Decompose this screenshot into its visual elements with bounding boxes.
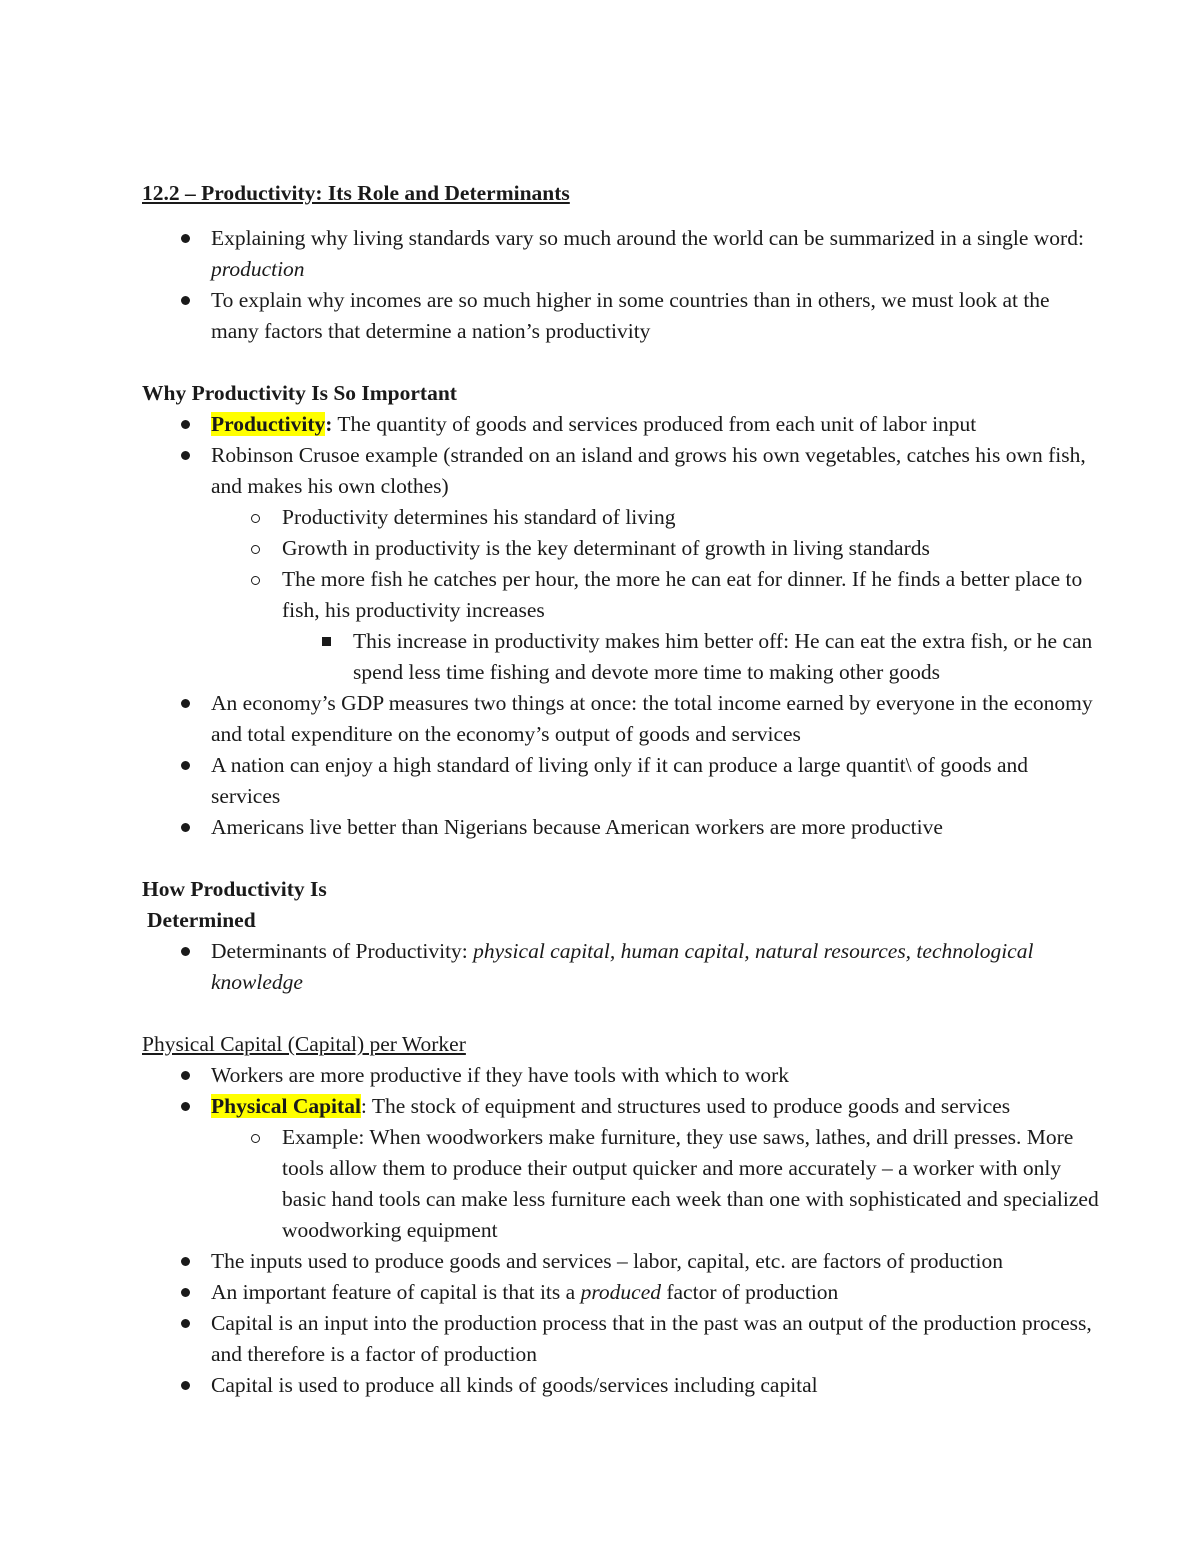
bullet-icon — [181, 296, 190, 305]
list-item: Productivity: The quantity of goods and services produced from each unit of labor input — [142, 409, 1102, 440]
bullet-icon — [181, 1288, 190, 1297]
list-item: An important feature of capital is that its a produced factor of production — [142, 1277, 1102, 1308]
list-item: Example: When woodworkers make furniture, they use saws, lathes, and drill presses. More tools allow them to produce their output quicker and more accurately – a worker with only basic hand tools can make less furniture each week than one with sophisticated and specialized woodworking equipment — [211, 1122, 1102, 1246]
bullet-icon — [181, 1257, 190, 1266]
highlighted-term: Productivity — [211, 412, 326, 436]
circle-bullet-icon — [251, 576, 260, 585]
list-item: Workers are more productive if they have tools with which to work — [142, 1060, 1102, 1091]
bullet-icon — [181, 699, 190, 708]
bullet-icon — [181, 761, 190, 770]
document-title: 12.2 – Productivity: Its Role and Determinants — [142, 181, 570, 205]
physical-sublist — [142, 1122, 1102, 1246]
section-heading-how: How Productivity Is — [142, 877, 327, 901]
section-heading-why: Why Productivity Is So Important — [142, 381, 457, 405]
bullet-icon — [181, 451, 190, 460]
list-item: Americans live better than Nigerians because American workers are more productive — [142, 812, 1102, 843]
list-item: The inputs used to produce goods and services – labor, capital, etc. are factors of production — [142, 1246, 1102, 1277]
list-item: An economy’s GDP measures two things at once: the total income earned by everyone in the economy and total expenditure on the economy’s output of goods and services — [142, 688, 1102, 750]
list-item: Determinants of Productivity: physical capital, human capital, natural resources, technological knowledge — [142, 936, 1102, 998]
list-item: Capital is an input into the production process that in the past was an output of the production process, and therefore is a factor of production — [142, 1308, 1102, 1370]
bullet-icon — [181, 1319, 190, 1328]
circle-bullet-icon — [251, 514, 260, 523]
square-bullet-icon — [322, 637, 331, 646]
crusoe-subsublist — [211, 626, 1102, 688]
bullet-icon — [181, 1381, 190, 1390]
list-item: Physical Capital: The stock of equipment and structures used to produce goods and services Example: When woodworkers make furniture, they use saws, lathes, and drill presses. More tools allow them to produce their output quicker and more accurately – a worker with only basic hand tools can make less furniture each week than one with sophisticated and specialized woodworking equipment — [142, 1091, 1102, 1246]
physical-list — [142, 1060, 1102, 1401]
document-page — [142, 178, 1102, 1401]
list-item: The more fish he catches per hour, the more he can eat for dinner. If he finds a better place to fish, his productivity increases This increase in productivity makes him better off: He can eat the extra fish, or he can spend less time fishing and devote more time to making other goods — [211, 564, 1102, 688]
list-item: Explaining why living standards vary so much around the world can be summarized in a single word: production — [142, 223, 1102, 285]
circle-bullet-icon — [251, 545, 260, 554]
highlighted-term: Physical Capital — [211, 1094, 361, 1118]
list-item: Capital is used to produce all kinds of goods/services including capital — [142, 1370, 1102, 1401]
bullet-icon — [181, 823, 190, 832]
section-heading-physical: Physical Capital (Capital) per Worker — [142, 1032, 466, 1056]
list-item: Robinson Crusoe example (stranded on an island and grows his own vegetables, catches his own fish, and makes his own clothes) Productivity determines his standard of living Growth in productivity is the key determinant of growth in living standards The more fish he catches per hour, the more he can eat for dinner. If he finds a better place to fish, his productivity increases This increase in productivity makes him better off: He can eat the extra fish, or he can spend less time fishing and devote more time to making other goods — [142, 440, 1102, 688]
list-item: Productivity determines his standard of living — [211, 502, 1102, 533]
bullet-icon — [181, 234, 190, 243]
bullet-icon — [181, 420, 190, 429]
bullet-icon — [181, 1102, 190, 1111]
why-list — [142, 409, 1102, 843]
list-item: Growth in productivity is the key determinant of growth in living standards — [211, 533, 1102, 564]
section-heading-how-line2: Determined — [147, 908, 256, 932]
list-item: To explain why incomes are so much higher in some countries than in others, we must look at the many factors that determine a nation’s productivity — [142, 285, 1102, 347]
intro-list — [142, 223, 1102, 347]
circle-bullet-icon — [251, 1134, 260, 1143]
list-item: A nation can enjoy a high standard of living only if it can produce a large quantit\ of goods and services — [142, 750, 1102, 812]
bullet-icon — [181, 947, 190, 956]
list-item: This increase in productivity makes him better off: He can eat the extra fish, or he can spend less time fishing and devote more time to making other goods — [282, 626, 1102, 688]
how-list — [142, 936, 1102, 998]
crusoe-sublist — [142, 502, 1102, 688]
bullet-icon — [181, 1071, 190, 1080]
